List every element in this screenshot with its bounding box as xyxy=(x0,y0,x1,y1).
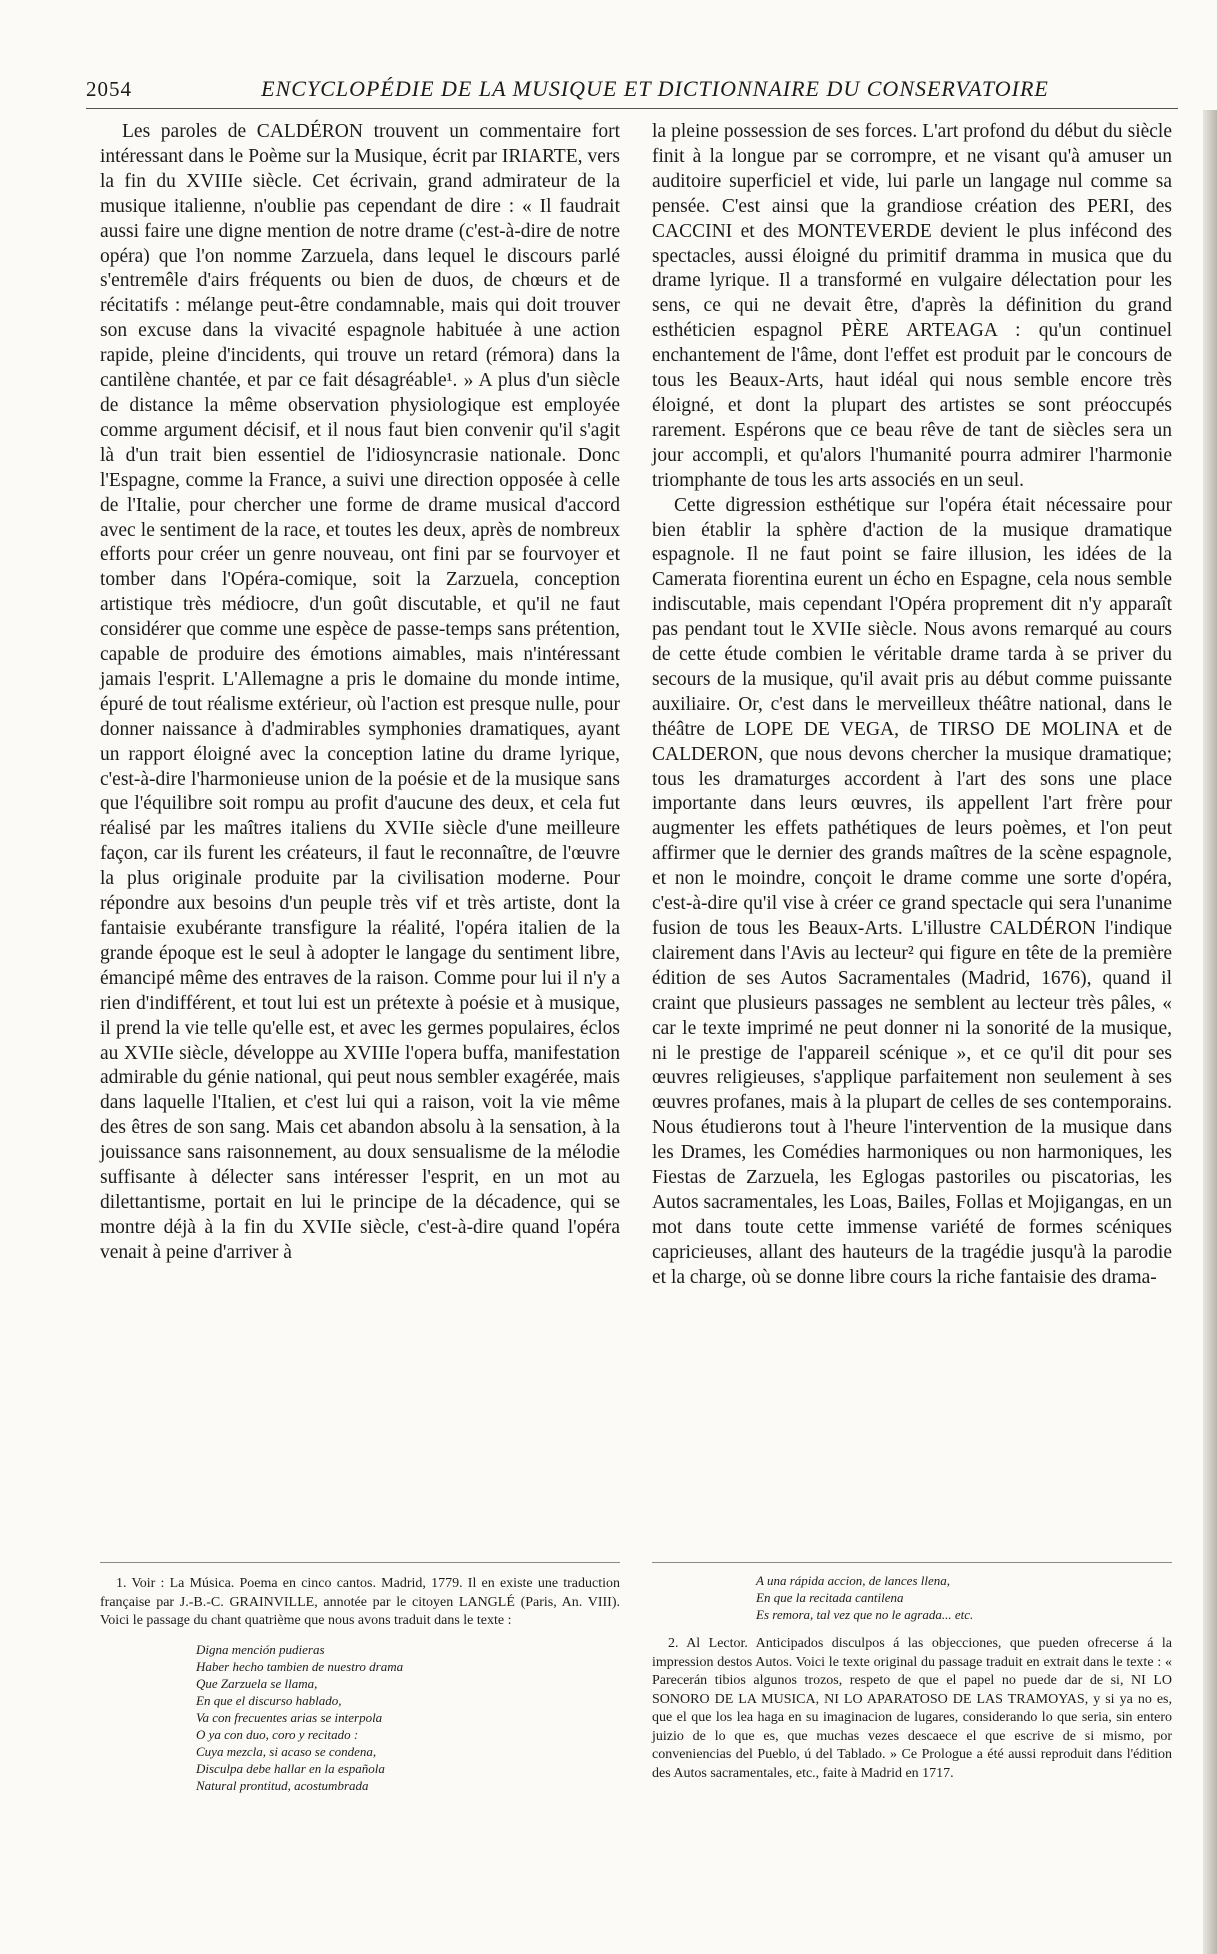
running-header xyxy=(86,72,1178,109)
verse-line: Que Zarzuela se llama, xyxy=(196,1675,318,1691)
left-paragraph-1: Les paroles de CALDÉRON trouvent un commentaire fort intéressant dans le Poème sur la Musique, écrit par IRIARTE, vers la fin du XVIIIe siècle. Cet écrivain, grand admirateur de la musique italienne, n'oublie pas cependant de dire : « Il faudrait aussi faire une digne mention de notre drame (c'est-à-dire de notre opéra) que l'on nomme Zarzuela, dans lequel le discours parlé s'entremêle d'airs fréquents ou bien de duos, de chœurs et de récitatifs : mélange peut-être condamnable, mais qui doit trouver son excuse dans la vivacité espagnole habituée à une action rapide, pleine d'incidents, qui trouve un retard (rémora) dans la cantilène chantée, et par ce fait désagréable¹. » A plus d'un siècle de distance la même observation physiologique est employée comme argument décisif, et il nous faut bien convenir qu'il s'agit là d'un trait bien essentiel de l'idiosyncrasie nationale. Donc l'Espagne, comme la France, a suivi une direction opposée à celle de l'Italie, pour chercher une forme de drame musical d'accord avec le sentiment de la race, et toutes les deux, après de nombreux efforts pour créer un genre nouveau, ont fini par se fourvoyer et tomber dans l'Opéra-comique, soit la Zarzuela, conception artistique très médiocre, d'un goût discutable, et qu'il ne faut considérer que comme une espèce de passe-temps sans prétention, capable de produire des émotions aimables, mais n'intéressant jamais l'esprit. L'Allemagne a pris le domaine du monde intime, épuré de tout réalisme extérieur, où l'action est presque nulle, pour donner naissance à d'admirables symphonies dramatiques, ayant un rapport éloigné avec la conception latine du drame lyrique, c'est-à-dire l'harmonieuse union de la poésie et de la musique sans que l'équilibre soit rompu au profit d'aucune des deux, et cela fut réalisé par les maîtres italiens du XVIIe siècle d'une meilleure façon, car ils furent les créateurs, il faut le reconnaître, de l'œuvre la plus originale produite par la civilisation moderne. Pour répondre aux besoins d'un peuple très vif et très artiste, dont la fantaisie exubérante transfigure la réalité, l'opéra italien de la grande époque est le seul à adopter le langage du sentiment libre, émancipé même des entraves de la raison. Comme pour lui il n'y a rien d'indifférent, et tout lui est un prétexte à poésie et à musique, il prend la vie telle qu'elle est, et avec les germes populaires, éclos au XVIIe siècle, développe au XVIIIe l'opera buffa, manifestation admirable du génie national, qui peut nous sembler exagérée, mais dans laquelle l'Italien, et c'est lui qui a raison, voit la vie même des êtres de son sang. Mais cet abandon absolu à la sensation, à la jouissance sans raisonnement, au doux sensualisme de la mélodie suffisante à délecter sans intéresser l'esprit, en un mot au dilettantisme, portait en lui le principe de la décadence, qui se montre déjà à la fin du XVIIe siècle, c'est-à-dire quand l'opéra venait à peine d'arriver à xyxy=(100,121,620,1263)
verse-line: Digna mención pudieras xyxy=(196,1641,325,1657)
verse-line: O ya con duo, coro y recitado : xyxy=(196,1726,359,1742)
footnote-right xyxy=(652,1572,1172,1783)
footnote-rule-left xyxy=(100,1562,620,1563)
footnote-left xyxy=(100,1575,620,1794)
verse-line: A una rápida accion, de lances llena, xyxy=(756,1573,951,1588)
verse-line: Va con frecuentes arias se interpola xyxy=(196,1709,383,1725)
verse-line: En que la recitada cantilena xyxy=(756,1590,904,1605)
right-paragraph-1: la pleine possession de ses forces. L'art profond du début du siècle finit à la longue par se corrompre, et ne visant qu'à amuser un auditoire superficiel et vide, lui parle un langage nul comme sa pensée. C'est ainsi que la grandiose création des PERI, des CACCINI et des MONTEVERDE devient le plus infécond des spectacles, aussi éloigné du primitif dramma in musica que du drame lyrique. Il a transformé en vulgaire délectation pour les sens, ce qui ne devait être, d'après la définition du grand esthéticien espagnol PÈRE ARTEAGA : qu'un continuel enchantement de l'âme, dont l'effet est produit par le concours de tous les Beaux-Arts, haut idéal qui nous semble encore très éloigné, et dont la plupart des artistes se sont préoccupés rarement. Espérons que ce beau rêve de tant de siècles sera un jour accompli, et qu'alors l'humanité pourra admirer l'harmonie triomphante de tous les arts associés en un seul. xyxy=(652,121,1172,491)
footnote-1-verse-continued xyxy=(756,1572,1172,1623)
verse-line: Haber hecho tambien de nuestro drama xyxy=(196,1658,404,1674)
footnote-rule-right xyxy=(652,1562,1172,1563)
page-number: 2054 xyxy=(86,77,132,101)
verse-line: Cuya mezcla, si acaso se condena, xyxy=(196,1743,377,1759)
verse-line: En que el discurso hablado, xyxy=(196,1692,342,1708)
footnote-2-text: 2. Al Lector. Anticipados disculpos á las objecciones, que pueden ofrecerse á la impression destos Autos. Voici le texte original du passage traduit en extrait dans le texte : « Parecerán tibios algunos trozos, respeto de que el papel no puede dar de si, NI LO SONORO DE LA MUSICA, NI LO APARATOSO DE LAS TRAMOYAS, y si ya no es, que el que los lea haga en su imaginacion de lugares, considerando lo que seria, sin entero juizio de lo que es, que muchas vezes descaece el que escrive de si mismo, por conveniencias del Pueblo, ú del Tablado. » Ce Prologue a été aussi reproduit dans l'édition des Autos sacramentales, etc., faite à Madrid en 1717. xyxy=(652,1636,1172,1781)
footnote-1-text: 1. Voir : La Música. Poema en cinco cantos. Madrid, 1779. Il en existe une traduction française par J.-B.-C. GRAINVILLE, annotée par le citoyen LANGLÉ (Paris, An. VIII). Voici le passage du chant quatrième que nous avons traduit dans le texte : xyxy=(100,1576,620,1628)
verse-line: Es remora, tal vez que no le agrada... etc. xyxy=(756,1607,974,1622)
left-column xyxy=(100,120,620,1266)
right-column xyxy=(652,120,1172,1291)
right-paragraph-2: Cette digression esthétique sur l'opéra était nécessaire pour bien établir la sphère d'action de la musique dramatique espagnole. Il ne faut point se faire illusion, les idées de la Camerata fiorentina eurent un écho en Espagne, cela nous semble indiscutable, mais cependant l'Opéra proprement dit n'y apparaît pas pendant tout le XVIIe siècle. Nous avons remarqué au cours de cette étude combien le véritable drame tarda à se priver du secours de la musique, qu'il avait pris au début comme puissante auxiliaire. Or, c'est dans le merveilleux théâtre national, dans le théâtre de LOPE DE VEGA, de TIRSO DE MOLINA et de CALDERON, que nous devons chercher la musique dramatique; tous les dramaturges accordent à l'art des sons une place importante dans leurs œuvres, ils appellent l'art frère pour augmenter les effets pathétiques de leurs poèmes, et l'on peut affirmer que le dernier des grands maîtres de la scène espagnole, et non le moindre, conçoit le drame comme une sorte d'opéra, c'est-à-dire qu'il vise à créer ce grand spectacle qui sera l'unanime fusion de tous les Beaux-Arts. L'illustre CALDÉRON l'indique clairement dans l'Avis au lecteur² qui figure en tête de la première édition de ses Autos Sacramentales (Madrid, 1676), quand il craint que plusieurs passages ne semblent au lecteur très pâles, « car le texte imprimé ne peut donner ni la sonorité de la musique, ni le prestige de l'appareil scénique », et ce qu'il dit pour ses œuvres religieuses, s'applique parfaitement non seulement à ses œuvres profanes, mais à la plupart de celles de ses contemporains. Nous étudierons tout à l'heure l'intervention de la musique dans les Drames, les Comédies harmoniques ou non harmoniques, les Fiestas de Zarzuela, les Eglogas pastoriles ou piscatorias, les Autos sacramentales, les Loas, Bailes, Follas et Mojigangas, en un mot dans toute cette immense variété de formes scéniques capricieuses, allant des hauteurs de la tragédie jusqu'à la parodie et la charge, où se donne libre cours la riche fantaisie des drama- xyxy=(652,494,1172,1288)
running-head-title: ENCYCLOPÉDIE DE LA MUSIQUE ET DICTIONNAIRE DU CONSERVATOIRE xyxy=(261,76,1049,101)
verse-line: Natural prontitud, acostumbrada xyxy=(196,1777,369,1793)
verse-line: Disculpa debe hallar en la española xyxy=(196,1760,385,1776)
page-edge-shadow xyxy=(1203,110,1217,1954)
footnote-1-verse xyxy=(196,1641,620,1794)
